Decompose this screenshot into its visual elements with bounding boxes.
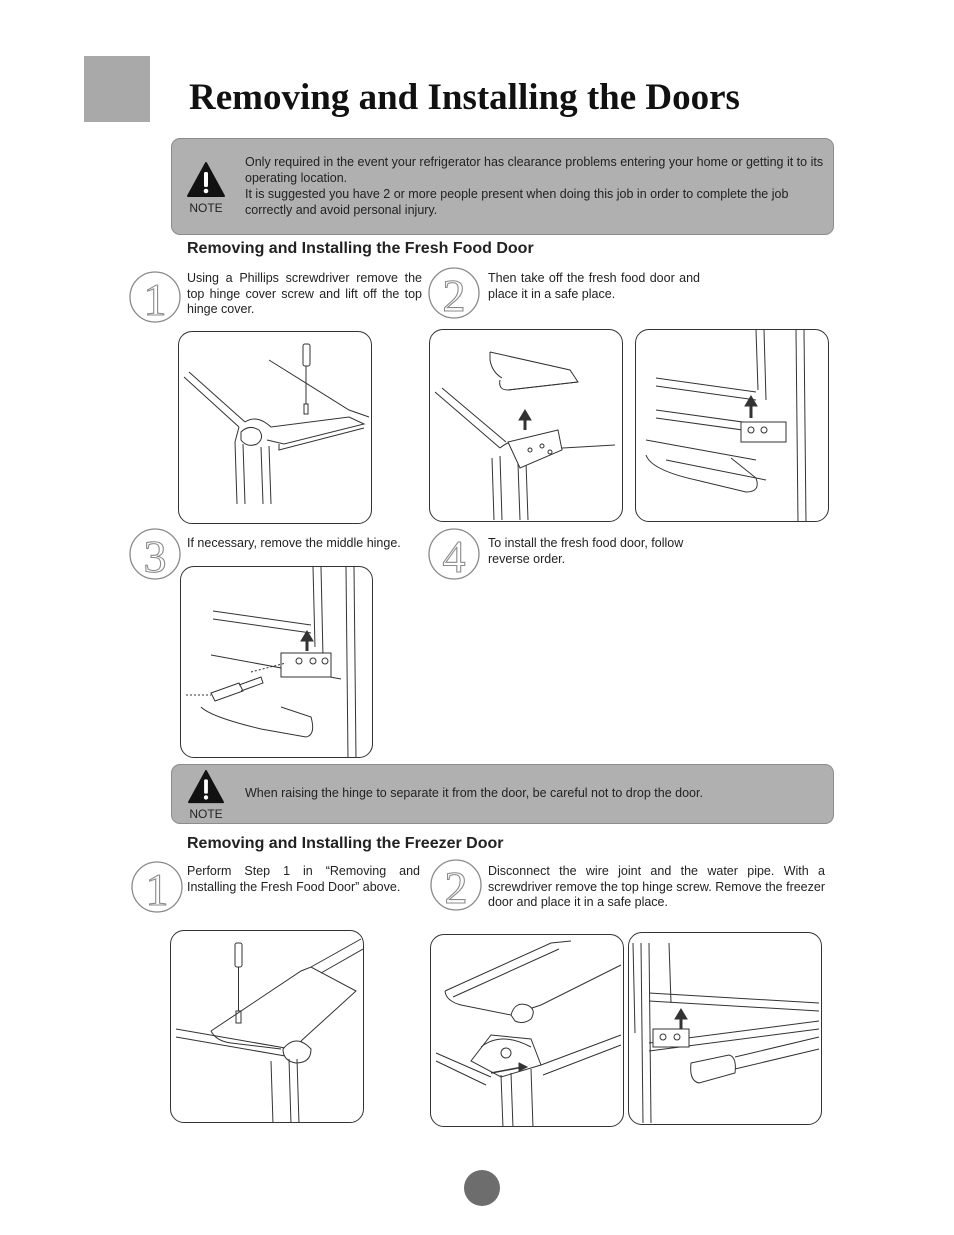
illustration-middle-hinge-lift	[635, 329, 829, 522]
step-number-1-freezer-icon	[130, 860, 184, 914]
step-number-4-icon	[427, 527, 481, 581]
step-text-2: Then take off the fresh food door and place it in a safe place.	[488, 271, 700, 301]
step-number: 1	[145, 864, 169, 914]
step-number-3-icon	[128, 527, 182, 581]
step-number: 2	[444, 862, 468, 912]
illustration-freezer-hinge-lift	[628, 932, 822, 1125]
note-text: When raising the hinge to separate it from the door, be careful not to drop the door.	[245, 786, 703, 800]
step-text-1: Using a Phillips screwdriver remove the top hinge cover screw and lift off the top hinge cover.	[187, 271, 422, 316]
note-box-middle	[171, 764, 834, 824]
freezer-step-text-2: Disconnect the wire joint and the water pipe. With a screwdriver remove the top hinge screw. Remove the freezer door and place it in a safe place.	[488, 864, 825, 909]
step-number-1-icon	[128, 270, 182, 324]
warning-icon	[184, 161, 228, 215]
section-heading-freezer: Removing and Installing the Freezer Door	[187, 835, 504, 852]
illustration-middle-hinge-screwdriver	[180, 566, 373, 758]
illustration-top-hinge-cover	[178, 331, 372, 524]
note-box-top	[171, 138, 834, 235]
step-number-2-icon	[427, 266, 481, 320]
corner-tab-block	[84, 56, 150, 122]
step-number: 3	[143, 531, 167, 581]
page-title: Removing and Installing the Doors	[189, 77, 740, 118]
step-number: 1	[143, 274, 167, 324]
illustration-top-hinge-removal	[429, 329, 623, 522]
note-line-people: It is suggested you have 2 or more people present when doing this job in order to complete the job correctly and avoid personal injury.	[245, 187, 789, 217]
freezer-step-text-1: Perform Step 1 in “Removing and Installing the Fresh Food Door” above.	[187, 864, 420, 894]
note-text	[245, 154, 825, 218]
step-number: 4	[442, 531, 466, 581]
section-heading-fresh-food: Removing and Installing the Fresh Food Door	[187, 240, 534, 257]
illustration-freezer-hinge-cover	[170, 930, 364, 1123]
step-text-3: If necessary, remove the middle hinge.	[187, 536, 401, 550]
note-label: NOTE	[189, 201, 223, 215]
note-label: NOTE	[189, 807, 223, 821]
page-number-dot	[464, 1170, 500, 1206]
note-line-clearance: Only required in the event your refrigerator has clearance problems entering your home or getting it to its operating location.	[245, 155, 824, 185]
illustration-freezer-wire-joint	[430, 934, 624, 1127]
step-text-4: To install the fresh food door, follow reverse order.	[488, 536, 684, 566]
warning-icon	[184, 769, 228, 821]
step-number-2-freezer-icon	[429, 858, 483, 912]
step-number: 2	[442, 270, 466, 320]
